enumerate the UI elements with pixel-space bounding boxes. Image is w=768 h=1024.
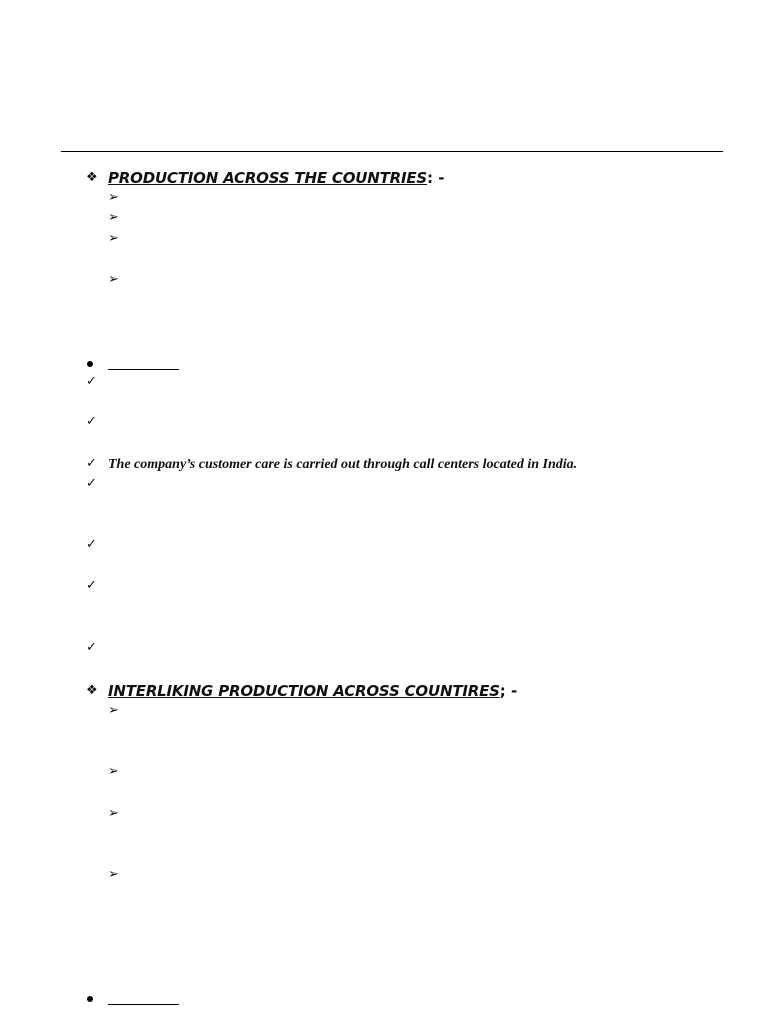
check-icon: ✓ bbox=[86, 537, 97, 552]
check-icon: ✓ bbox=[86, 374, 97, 389]
arrow-bullet-icon: ➢ bbox=[108, 764, 119, 779]
arrow-bullet-icon: ➢ bbox=[108, 806, 119, 821]
check-icon: ✓ bbox=[86, 476, 97, 491]
section-title-suffix: : - bbox=[427, 169, 445, 187]
check-icon: ✓ bbox=[86, 456, 97, 471]
arrow-bullet-icon: ➢ bbox=[108, 272, 119, 287]
arrow-bullet-icon: ➢ bbox=[108, 703, 119, 718]
round-bullet bbox=[87, 996, 93, 1002]
section-title: PRODUCTION ACROSS THE COUNTRIES bbox=[108, 169, 427, 187]
section-heading-production bbox=[108, 169, 444, 188]
customer-care-text: The company’s customer care is carried out through call centers located in India. bbox=[108, 457, 578, 472]
underlined-blank bbox=[108, 1004, 179, 1005]
arrow-bullet-icon: ➢ bbox=[108, 867, 119, 882]
section-title-suffix: ; - bbox=[499, 682, 518, 700]
check-icon: ✓ bbox=[86, 414, 97, 429]
diamond-bullet-icon: ❖ bbox=[86, 170, 98, 185]
round-bullet bbox=[87, 361, 93, 367]
arrow-bullet-icon: ➢ bbox=[108, 231, 119, 246]
section-title: INTERLIKING PRODUCTION ACROSS COUNTIRES bbox=[108, 682, 500, 700]
check-icon: ✓ bbox=[86, 578, 97, 593]
horizontal-rule bbox=[61, 151, 723, 152]
diamond-bullet-icon: ❖ bbox=[86, 683, 98, 698]
section-heading-interlinking bbox=[108, 682, 517, 701]
check-icon: ✓ bbox=[86, 640, 97, 655]
arrow-bullet-icon: ➢ bbox=[108, 210, 119, 225]
arrow-bullet-icon: ➢ bbox=[108, 190, 119, 205]
underlined-blank bbox=[108, 369, 179, 370]
